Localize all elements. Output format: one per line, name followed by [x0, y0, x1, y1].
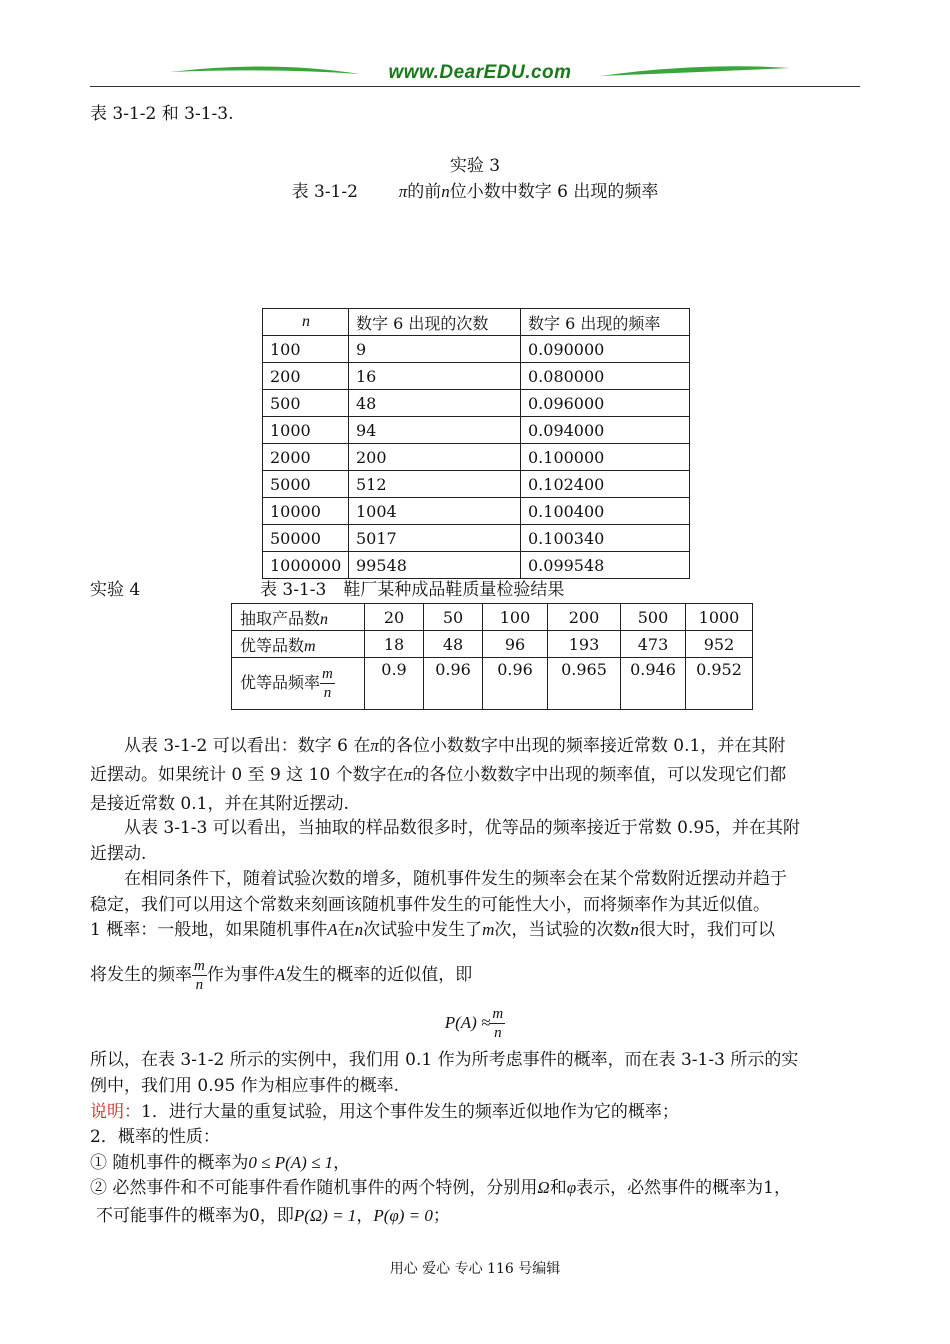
cell-n: 50000 — [263, 525, 349, 552]
cell-freq: 0.100340 — [521, 525, 690, 552]
row-label-text: 优等品数 — [240, 635, 305, 655]
text: ， — [333, 1153, 351, 1173]
cell-freq: 0.094000 — [521, 417, 690, 444]
var-n: n — [320, 610, 329, 628]
table-row — [263, 552, 690, 579]
cell-freq: 0.099548 — [521, 552, 690, 579]
formula-probability — [0, 1005, 950, 1042]
var-m: m — [304, 637, 316, 655]
note-line1 — [90, 1099, 679, 1125]
table-row — [232, 631, 753, 658]
table-row — [263, 417, 690, 444]
caption-suffix: 位小数中数字 6 出现的频率 — [449, 182, 659, 202]
cell-value: 0.96 — [483, 658, 548, 710]
var-n: n — [630, 920, 639, 939]
var-A: A — [274, 965, 286, 984]
cell-n: 500 — [263, 390, 349, 417]
cell-value: 0.96 — [424, 658, 483, 710]
cell-n: 1000000 — [263, 552, 349, 579]
cell-freq: 0.102400 — [521, 471, 690, 498]
cell-value: 193 — [548, 631, 621, 658]
text: 的各位小数数字中出现的频率值，可以发现它们都 — [412, 765, 787, 785]
intro-line: 表 3-1-2 和 3-1-3. — [90, 104, 234, 124]
text: 表示，必然事件的概率为 — [576, 1178, 764, 1198]
pi-symbol: π — [398, 182, 408, 201]
definition-line1 — [90, 917, 775, 943]
text: ① 随机事件的概率为 — [90, 1153, 249, 1173]
text: 不可能事件的概率为 — [96, 1206, 249, 1226]
text: ， — [773, 1178, 791, 1198]
para3-line1: 在相同条件下，随着试验次数的增多，随机事件发生的频率会在某个常数附近摆动并趋于 — [124, 869, 787, 889]
cell-value: 96 — [483, 631, 548, 658]
cell-count: 9 — [349, 336, 521, 363]
para3-line2: 稳定，我们可以用这个常数来刻画该随机事件发生的可能性大小，而将频率作为其近似值。 — [90, 895, 770, 915]
text: 从表 3-1-2 可以看出：数字 6 在 — [124, 736, 371, 756]
page-footer: 用心 爱心 专心 116 号编辑 — [389, 1261, 561, 1277]
var-n: n — [354, 920, 364, 939]
cell-freq: 0.080000 — [521, 363, 690, 390]
table-row — [263, 390, 690, 417]
cell-value: 0.965 — [548, 658, 621, 710]
frac-den: n — [195, 977, 204, 993]
exp3-caption — [0, 179, 950, 205]
table-row — [263, 363, 690, 390]
caption-prefix: 表 3-1-2 — [291, 182, 358, 202]
row-label-freq — [232, 658, 365, 710]
property-2 — [90, 1175, 791, 1201]
text: 次，当试验的次数 — [494, 920, 631, 940]
property-1 — [90, 1150, 350, 1176]
cell-value: 1000 — [686, 604, 753, 631]
cell-count: 94 — [349, 417, 521, 444]
var-m: m — [482, 920, 495, 939]
text: 很大时，我们可以 — [638, 920, 775, 940]
cell-value: 20 — [365, 604, 424, 631]
property-3 — [96, 1203, 450, 1229]
definition-line2 — [90, 957, 472, 994]
row-label-sample — [232, 604, 365, 631]
fraction-m-n — [320, 665, 335, 702]
var-A: A — [327, 920, 338, 939]
cell-value: 0.946 — [621, 658, 686, 710]
exp4-caption: 表 3-1-3 鞋厂某种成品鞋质量检验结果 — [260, 580, 565, 600]
formula-range: 0 ≤ P(A) ≤ 1 — [248, 1153, 334, 1172]
table-shoe-quality — [231, 603, 753, 710]
text: 1．进行大量的重复试验，用这个事件发生的频率近似地作为它的概率； — [141, 1102, 679, 1122]
text: ， — [356, 1206, 374, 1226]
cell-value: 0.952 — [686, 658, 753, 710]
header-rule — [90, 86, 860, 87]
text: 发生的概率的近似值，即 — [285, 965, 473, 985]
frac-num: m — [194, 958, 205, 974]
cell-count: 512 — [349, 471, 521, 498]
cell-n: 100 — [263, 336, 349, 363]
text: ，即 — [259, 1206, 294, 1226]
cell-count: 48 — [349, 390, 521, 417]
row-label-good — [232, 631, 365, 658]
cell-value: 200 — [548, 604, 621, 631]
fraction-m-n — [192, 957, 207, 994]
col-header-count: 数字 6 出现的次数 — [349, 309, 521, 336]
cell-value: 473 — [621, 631, 686, 658]
text: 作为事件 — [206, 965, 275, 985]
cell-value: 48 — [424, 631, 483, 658]
para4-line2: 例中，我们用 0.95 作为相应事件的概率. — [90, 1076, 400, 1096]
text: 次试验中发生了 — [363, 920, 483, 940]
n-symbol: n — [441, 182, 450, 201]
table-row — [263, 498, 690, 525]
cell-count: 99548 — [349, 552, 521, 579]
row-label-text: 抽取产品数 — [240, 608, 321, 628]
table-header-row — [263, 309, 690, 336]
cell-count: 5017 — [349, 525, 521, 552]
text: 的各位小数数字中出现的频率接近常数 0.1，并在其附 — [378, 736, 786, 756]
text: ； — [432, 1206, 450, 1226]
para2-line2: 近摆动. — [90, 844, 147, 864]
text: 在 — [337, 920, 355, 940]
col-header-n: n — [263, 309, 349, 336]
frac-num: m — [492, 1006, 504, 1022]
exp3-label: 实验 3 — [449, 156, 501, 176]
cell-value: 100 — [483, 604, 548, 631]
cell-n: 10000 — [263, 498, 349, 525]
note-label: 说明： — [90, 1102, 141, 1122]
cell-n: 1000 — [263, 417, 349, 444]
cell-freq: 0.090000 — [521, 336, 690, 363]
frac-den: n — [494, 1025, 502, 1041]
text: ② 必然事件和不可能事件看作随机事件的两个特例，分别用 — [90, 1178, 538, 1198]
col-header-freq: 数字 6 出现的频率 — [521, 309, 690, 336]
para1-line3: 是接近常数 0.1，并在其附近摆动. — [90, 794, 349, 814]
pi-symbol: π — [403, 765, 413, 784]
cell-n: 200 — [263, 363, 349, 390]
phi-symbol: φ — [566, 1178, 577, 1197]
cell-value: 952 — [686, 631, 753, 658]
formula-phi: P(φ) = 0 — [373, 1206, 433, 1225]
formula-fraction — [490, 1005, 505, 1042]
cell-value: 50 — [424, 604, 483, 631]
para2-line1: 从表 3-1-3 可以看出，当抽取的样品数很多时，优等品的频率接近于常数 0.95，并在其附 — [124, 818, 800, 838]
cell-freq: 0.096000 — [521, 390, 690, 417]
cell-n: 5000 — [263, 471, 349, 498]
para1-line1 — [124, 733, 785, 759]
table-row — [263, 444, 690, 471]
table-row — [263, 336, 690, 363]
table-row — [263, 471, 690, 498]
cell-value: 18 — [365, 631, 424, 658]
frac-den: n — [323, 685, 332, 701]
note-item2: 2．概率的性质： — [90, 1127, 220, 1147]
cell-count: 200 — [349, 444, 521, 471]
text: 1 — [763, 1178, 774, 1198]
text: 和 — [549, 1178, 567, 1198]
cell-count: 16 — [349, 363, 521, 390]
text: 0 — [249, 1206, 260, 1226]
cell-freq: 0.100000 — [521, 444, 690, 471]
table-digit-six — [262, 308, 690, 579]
cell-value: 0.9 — [365, 658, 424, 710]
cell-count: 1004 — [349, 498, 521, 525]
cell-n: 2000 — [263, 444, 349, 471]
cell-value: 500 — [621, 604, 686, 631]
table-row — [263, 525, 690, 552]
formula-omega: P(Ω) = 1 — [293, 1206, 357, 1225]
cell-freq: 0.100400 — [521, 498, 690, 525]
formula-lhs: P(A) ≈ — [444, 1013, 491, 1032]
para4-line1: 所以，在表 3-1-2 所示的实例中，我们用 0.1 作为所考虑事件的概率，而在表 3-1-3 所示的实 — [90, 1050, 799, 1070]
table-row — [232, 658, 753, 710]
omega-symbol: Ω — [537, 1178, 550, 1197]
table-row — [232, 604, 753, 631]
frac-num: m — [322, 666, 333, 682]
text: 将发生的频率 — [90, 965, 192, 985]
pi-symbol: π — [370, 736, 379, 755]
caption-mid: 的前 — [407, 182, 442, 202]
row-label-text: 优等品频率 — [240, 673, 321, 692]
text: 近摆动。如果统计 0 至 9 这 10 个数字在 — [90, 765, 404, 785]
logo-text: www.DearEDU.com — [388, 62, 572, 83]
text: 1 概率：一般地，如果随机事件 — [90, 920, 328, 940]
exp4-label: 实验 4 — [90, 580, 141, 600]
para1-line2 — [90, 762, 786, 788]
